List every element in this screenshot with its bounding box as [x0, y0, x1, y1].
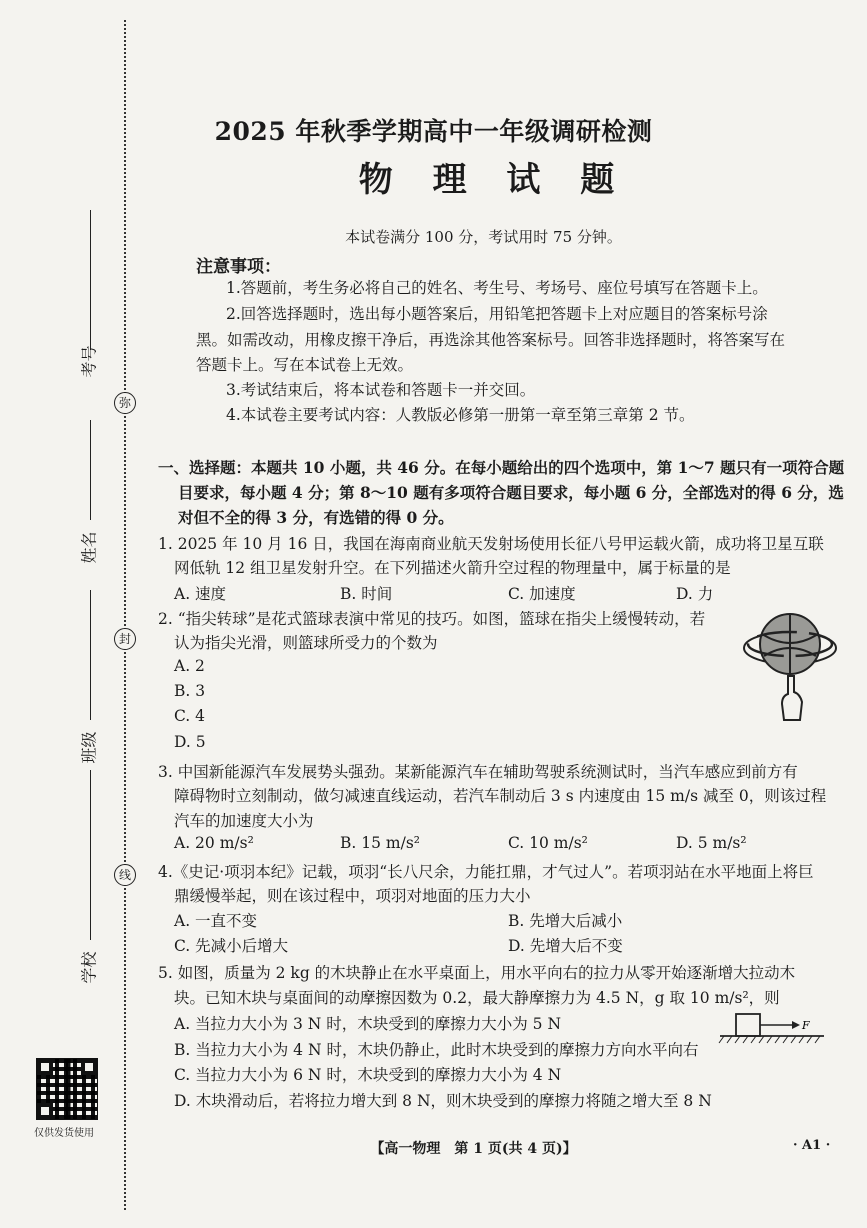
q1-stem-line2: 网低轨 12 组卫星发射升空。在下列描述火箭升空过程的物理量中，属于标量的是 — [174, 559, 731, 577]
q3-option-a: A. 20 m/s² — [174, 834, 254, 852]
class-underline — [90, 590, 91, 720]
q5-stem-line1: 5. 如图，质量为 2 kg 的木块静止在水平桌面上，用水平向右的拉力从零开始逐渐增大拉动木 — [158, 964, 796, 982]
q3-stem-line2: 障碍物时立刻制动，做匀减速直线运动，若汽车制动后 3 s 内速度由 15 m/s 减至 0，则该过程 — [174, 787, 827, 805]
q1-option-d: D. 力 — [676, 585, 714, 603]
q5-option-a: A. 当拉力大小为 3 N 时，木块受到的摩擦力大小为 5 N — [174, 1015, 562, 1033]
q4-option-d: D. 先增大后不变 — [508, 937, 623, 955]
note-3: 3.考试结束后，将本试卷和答题卡一并交回。 — [226, 381, 536, 399]
qr-caption: 仅供发货使用 — [34, 1128, 94, 1139]
exam-no-label: 考号 — [79, 345, 99, 378]
force-label: F — [802, 1019, 810, 1032]
q4-option-a: A. 一直不变 — [174, 912, 258, 930]
note-2-line2: 黑。如需改动，用橡皮擦干净后，再选涂其他答案标号。回答非选择题时，将答案写在 — [196, 331, 786, 349]
section-1-line3: 对但不全的得 3 分，有选错的得 0 分。 — [178, 508, 454, 527]
q5-stem-line2: 块。已知木块与桌面间的动摩擦因数为 0.2，最大静摩擦力为 4.5 N，g 取 10 m/s²，则 — [174, 989, 780, 1007]
q4-stem-line2: 鼎缓慢举起，则在该过程中，项羽对地面的压力大小 — [174, 887, 531, 905]
q3-stem-line1: 3. 中国新能源汽车发展势头强劲。某新能源汽车在辅助驾驶系统测试时，当汽车感应到前方有 — [158, 763, 798, 781]
q5-option-c: C. 当拉力大小为 6 N 时，木块受到的摩擦力大小为 4 N — [174, 1066, 562, 1084]
paper-code: · A1 · — [793, 1138, 831, 1153]
seal-mark-1: 弥 — [114, 392, 136, 414]
school-underline — [90, 770, 91, 940]
q3-option-c: C. 10 m/s² — [508, 834, 588, 852]
q5-option-d: D. 木块滑动后，若将拉力增大到 8 N，则木块受到的摩擦力将随之增大至 8 N — [174, 1092, 712, 1110]
wooden-block — [736, 1014, 760, 1036]
note-2-line3: 答题卡上。写在本试卷上无效。 — [196, 356, 414, 374]
note-4: 4.本试卷主要考试内容：人教版必修第一册第一章至第三章第 2 节。 — [226, 406, 695, 424]
note-1: 1.答题前，考生务必将自己的姓名、考生号、考场号、座位号填写在答题卡上。 — [226, 279, 768, 297]
note-2-line1: 2.回答选择题时，选出每小题答案后，用铅笔把答题卡上对应题目的答案标号涂 — [226, 305, 768, 323]
q2-option-c: C. 4 — [174, 707, 206, 725]
q3-option-b: B. 15 m/s² — [340, 834, 420, 852]
seal-mark-2: 封 — [114, 628, 136, 650]
qr-code — [36, 1058, 98, 1120]
q3-option-d: D. 5 m/s² — [676, 834, 747, 852]
spinning-basketball-figure — [742, 604, 838, 722]
notes-heading: 注意事项： — [196, 257, 281, 277]
exam-info: 本试卷满分 100 分，考试用时 75 分钟。 — [345, 228, 622, 246]
class-label: 班级 — [79, 731, 99, 764]
q1-option-b: B. 时间 — [340, 585, 393, 603]
section-1-line1: 一、选择题：本题共 10 小题，共 46 分。在每小题给出的四个选项中，第 1～7 题只有一项符合题 — [158, 458, 845, 477]
subject-title: 物 理 试 题 — [358, 160, 629, 200]
q1-option-a: A. 速度 — [174, 585, 227, 603]
section-1-line2: 目要求，每小题 4 分；第 8～10 题有多项符合题目要求，每小题 6 分，全部选对的得 6 分，选 — [178, 483, 844, 502]
hand — [782, 676, 802, 720]
seal-mark-3: 线 — [114, 864, 136, 886]
q3-stem-line3: 汽车的加速度大小为 — [174, 812, 314, 830]
exam-title: 2025 年秋季学期高中一年级调研检测 — [214, 117, 653, 146]
q5-option-b: B. 当拉力大小为 4 N 时，木块仍静止，此时木块受到的摩擦力方向水平向右 — [174, 1041, 699, 1059]
q2-option-b: B. 3 — [174, 682, 206, 700]
q4-stem-line1: 4.《史记·项羽本纪》记载，项羽“长八尺余，力能扛鼎，才气过人”。若项羽站在水平地面上将巨 — [158, 863, 814, 881]
page-footer: 【高一物理 第 1 页(共 4 页)】 — [370, 1141, 577, 1157]
q4-option-b: B. 先增大后减小 — [508, 912, 623, 930]
name-label: 姓名 — [79, 531, 99, 564]
q1-stem-line1: 1. 2025 年 10 月 16 日，我国在海南商业航天发射场使用长征八号甲运载火箭，成功将卫星互联 — [158, 535, 824, 553]
school-label: 学校 — [79, 951, 99, 984]
q2-option-a: A. 2 — [174, 657, 205, 675]
q2-option-d: D. 5 — [174, 733, 206, 751]
q1-option-c: C. 加速度 — [508, 585, 576, 603]
q2-stem-line2: 认为指尖光滑，则篮球所受力的个数为 — [174, 634, 438, 652]
name-underline — [90, 420, 91, 520]
q2-stem-line1: 2. “指尖转球”是花式篮球表演中常见的技巧。如图，篮球在指尖上缓慢转动，若 — [158, 610, 706, 628]
q4-option-c: C. 先减小后增大 — [174, 937, 289, 955]
block-on-table-figure — [716, 1010, 828, 1050]
